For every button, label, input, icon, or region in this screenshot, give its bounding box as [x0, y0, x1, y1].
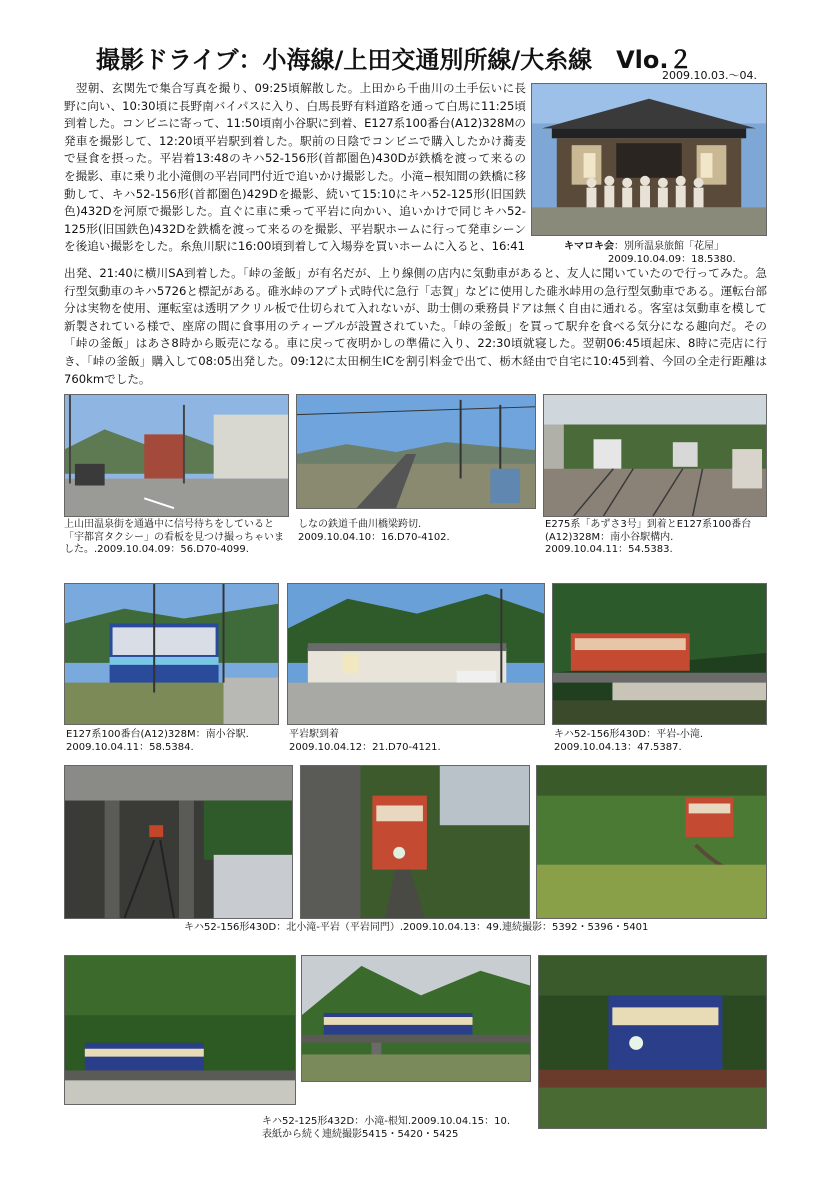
caption-line: キハ52-156形430D：平岩-小滝. — [554, 729, 703, 740]
caption-line: 2009.10.04.10：16.D70-4102. — [298, 531, 450, 543]
caption-date: 2009.10.04.09：18.5380. — [608, 253, 736, 265]
caption-line: キハ52-125形432D：小滝-根知.2009.10.04.15：10. — [262, 1116, 511, 1127]
caption-line: 2009.10.04.11：54.5383. — [545, 544, 673, 555]
group-photo — [531, 83, 767, 236]
photo-hiraiwa-station — [287, 583, 545, 725]
caption-photo-e127-train — [66, 729, 286, 754]
photo-street — [64, 394, 289, 517]
photo-kiha52-curve — [536, 765, 767, 919]
caption-bold: キマロキ会 — [564, 241, 614, 252]
photo-station-yard — [543, 394, 767, 517]
photo-tunnel-approach — [64, 765, 293, 919]
caption-rest: ：別所温泉旅館「花屋」 — [614, 241, 724, 252]
page-title: 撮影ドライブ：小海線/上田交通別所線/大糸線 Vlo.２ — [96, 46, 693, 74]
caption-line: 「宇都宮タクシー」の看板を見つけ撮っちゃいま — [64, 531, 284, 543]
caption-line: 上山田温泉街を通過中に信号待ちをしていると — [64, 519, 274, 530]
caption-line: した。.2009.10.04.09：56.D70-4099. — [64, 544, 249, 555]
caption-row4: キハ52-156形430D：北小滝-平岩（平岩同門）.2009.10.04.13：49.連続撮影：5392・5396・5401 — [184, 922, 649, 933]
caption-photo-kiha52-bridge — [554, 729, 769, 754]
caption-line: 表紙から続く連続撮影5415・5420・5425 — [262, 1128, 459, 1140]
caption-line: しなの鉄道千曲川橋梁跨切. — [298, 519, 422, 530]
caption-line: 2009.10.04.13：47.5387. — [554, 741, 682, 753]
photo-e127-train — [64, 583, 279, 725]
article-paragraph-1: 翌朝、玄関先で集合写真を撮り、09:25頃解散した。上田から千曲川の土手伝いに長野に向い、10:30頃に長野南バイパスに入り、白馬長野有料道路を通って白馬に11:25頃到着した。コンビニに寄って、11:50頃南小谷駅に到着、E127系100番台(A12)328Mの発車を撮影して、12:20頃平岩駅到着した。駅前の日陰でコンビニで購入したかけ蕎麦で昼食を摂った。平岩着13:48のキハ52-156形(首都圏色)430Dが鉄橋を渡って来るのを撮影、車に乗り北小滝側の平岩同門付近で追いかけ撮影した。小滝−根知間の鉄橋に移動して、キハ52-156形(首都圏色)429Dを撮影、続いて15:10にキハ52-125形(旧国鉄色)432Dを河原で撮影した。直ぐに車に乗って平岩に向かい、追いかけで同じキハ52-125形(旧国鉄色)432Dを鉄橋を渡って来るのを撮影、平岩駅ホームに行って発車シーンを後追い撮影をした。糸魚川駅に16:00頃到着して入場券を買いホームに入ると、16:41 — [64, 81, 526, 254]
photo-kiha52-125-river — [64, 955, 296, 1105]
caption-row5 — [262, 1116, 542, 1141]
photo-bridge-track — [296, 394, 536, 509]
caption-line: E127系100番台(A12)328M：南小谷駅. — [66, 729, 249, 740]
caption-photo-station-yard — [545, 519, 770, 557]
photo-kiha52-closeup — [300, 765, 530, 919]
caption-photo-hiraiwa-station — [289, 729, 544, 754]
caption-line: E275系「あずさ3号」到着とE127系100番台 — [545, 519, 752, 530]
caption-line: 平岩駅到着 — [289, 729, 339, 740]
caption-line: (A12)328M：南小谷駅構内. — [545, 531, 674, 543]
caption-line: 2009.10.04.12：21.D70-4121. — [289, 741, 441, 753]
caption-photo-bridge-track — [298, 519, 538, 544]
photo-kiha52-125-front — [538, 955, 767, 1129]
group-photo-caption — [564, 241, 774, 266]
photo-kiha52-bridge — [552, 583, 767, 725]
photo-kiha52-125-bridge — [301, 955, 531, 1082]
caption-photo-street — [64, 519, 294, 557]
caption-line: 2009.10.04.11：58.5384. — [66, 741, 194, 753]
date-range: 2009.10.03.～04. — [662, 69, 757, 82]
article-paragraph-2: 出発、21:40に横川SA到着した。「峠の釜飯」が有名だが、上り線側の店内に気動車があると、友人に聞いていたので行ってみた。急行型気動車のキハ5726と標記がある。碓氷峠のアプト式時代に急行「志賀」などに使用した碓氷峠用の急行型気動車である。運転台部分は実物を使用、運転室は透明アクリル板で仕切られて入れないが、助士側の乗務員ドアは無く自由に通れる。客室は気動車を模して新製されている様で、座席の間に食事用のティーブルが設置されていた。「峠の釜飯」を買って駅弁を食べる気分になる趣向だ。その「峠の釜飯」はあさ8時から販売になる。車に戻って夜明かしの準備に入り、22:30頃就寝した。翌朝06:45頃起床、8時に売店に行き、「峠の釜飯」購入して08:05出発した。09:12に太田桐生ICを割引料金で出て、栃木経由で自宅に10:45到着、今回の全走行距離は760kmでした。 — [64, 266, 767, 386]
